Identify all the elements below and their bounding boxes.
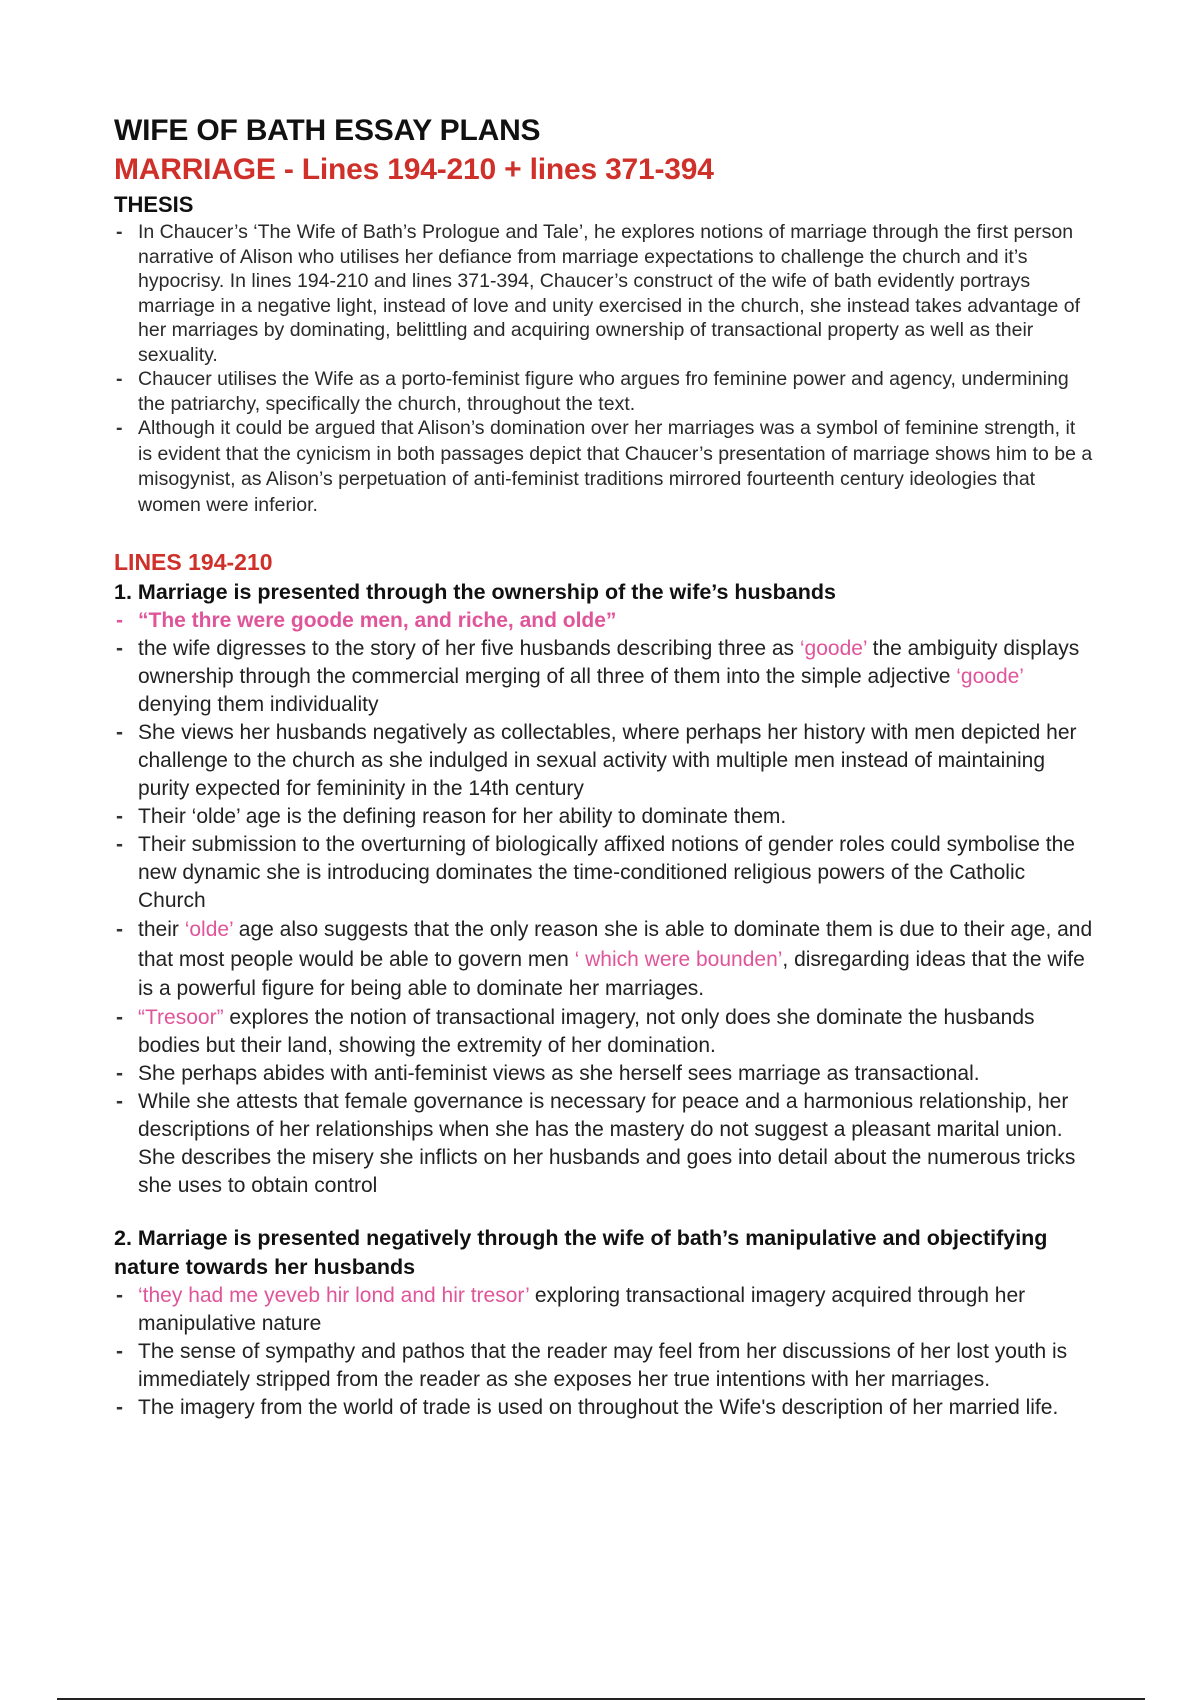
quote-text: ‘goode’ <box>799 637 867 660</box>
bullet-text: explores the notion of transactional imagery, not only does she dominate the husbands bodies but their land, showing the extremity of her domination. <box>138 1005 1035 1057</box>
thesis-bullet: - Although it could be argued that Alison’s domination over her marriages was a symbol of feminine strength, it is evident that the cynicism in both passages depict that Chaucer’s presentation of marriage shows him to be a misogynist, as Alison’s perpetuation of anti-feminist traditions mirrored fourteenth century ideologies that women were inferior. <box>114 416 1094 518</box>
quote-text: ‘olde’ <box>184 918 233 941</box>
thesis-bullet: - In Chaucer’s ‘The Wife of Bath’s Prologue and Tale’, he explores notions of marriage through the first person narrative of Alison who utilises her defiance from marriage expectations to challenge the church and it’s hypocrisy. In lines 194-210 and lines 371-394, Chaucer’s construct of the wife of bath evidently portrays marriage in a negative light, instead of love and unity exercised in the church, she instead takes advantage of her marriages by dominating, belittling and acquiring ownership of transactional property as well as their sexuality. <box>114 220 1094 367</box>
point-1 <box>114 578 1094 1200</box>
thesis-bullet: - Chaucer utilises the Wife as a porto-feminist figure who argues fro feminine power and agency, undermining the patriarchy, specifically the church, throughout the text. <box>114 367 1094 416</box>
point-2-bullet-list <box>114 1282 1094 1422</box>
quote-text: ‘they had me yeveb hir lond and hir tresor’ <box>138 1283 530 1307</box>
point-1-bullet <box>114 1004 1094 1060</box>
quote-text: “Tresoor” <box>138 1005 224 1029</box>
bullet-text: , disregarding ideas that the wife is a powerful figure for being able to dominate her marriages. <box>138 947 1085 1000</box>
bullet-text: the wife digresses to the story of her five husbands describing three as <box>138 637 800 660</box>
point-1-bullet: - Their submission to the overturning of biologically affixed notions of gender roles could symbolise the new dynamic she is introducing dominates the time-conditioned religious powers of the Catholic Church <box>114 831 1094 915</box>
bullet-text: denying them individuality <box>138 693 379 716</box>
point-1-quote <box>114 607 1094 635</box>
point-1-bullet: - She perhaps abides with anti-feminist views as she herself sees marriage as transactional. <box>114 1060 1094 1088</box>
point-2-bullet: - The imagery from the world of trade is used on throughout the Wife's description of her married life. <box>114 1394 1094 1422</box>
thesis-section <box>114 190 1094 518</box>
quote-text: “The thre were goode men, and riche, and olde” <box>138 609 617 632</box>
document-title: WIFE OF BATH ESSAY PLANS <box>114 114 541 147</box>
thesis-label: THESIS <box>114 192 194 217</box>
point-1-heading: 1. Marriage is presented through the ownership of the wife’s husbands <box>114 580 836 604</box>
point-2-heading: 2. Marriage is presented negatively through the wife of bath’s manipulative and objectifying nature towards her husbands <box>114 1225 1048 1279</box>
point-2 <box>114 1224 1094 1422</box>
document-subtitle: MARRIAGE - Lines 194-210 + lines 371-394 <box>114 153 714 186</box>
quote-text: ‘goode’ <box>956 665 1024 688</box>
lines-section-label: LINES 194-210 <box>114 549 273 575</box>
bullet-text: exploring transactional imagery acquired through her manipulative nature <box>138 1283 1026 1335</box>
spacer <box>114 1200 1094 1224</box>
point-1-bullet <box>114 915 1094 1004</box>
point-2-bullet: - The sense of sympathy and pathos that the reader may feel from her discussions of her lost youth is immediately stripped from the reader as she exposes her true intentions with her marriages. <box>114 1338 1094 1394</box>
point-1-bullet: - Their ‘olde’ age is the defining reason for her ability to dominate them. <box>114 803 1094 831</box>
point-2-bullet <box>114 1282 1094 1338</box>
point-1-bullet-list <box>114 607 1094 1200</box>
point-1-bullet: - She views her husbands negatively as collectables, where perhaps her history with men depicted her challenge to the church as she indulged in sexual activity with multiple men instead of maintaining purity expected for femininity in the 14th century <box>114 719 1094 803</box>
spacer <box>114 518 1094 546</box>
bullet-text: age also suggests that the only reason she is able to dominate them is due to their age, and that most people would be able to govern men <box>138 918 1093 971</box>
point-1-bullet: - While she attests that female governance is necessary for peace and a harmonious relationship, her descriptions of her relationships when she has the mastery do not suggest a pleasant marital union. She describes the misery she inflicts on her husbands and goes into detail about the numerous tricks she uses to obtain control <box>114 1088 1094 1200</box>
thesis-bullet-list <box>114 220 1094 518</box>
bullet-text: their <box>138 918 185 941</box>
essay-plan-page <box>114 112 1094 1422</box>
lines-194-210-section <box>114 546 1094 1422</box>
quote-text: ‘ which were bounden’ <box>574 947 783 971</box>
bullet-text: the ambiguity displays ownership through the commercial merging of all three of them into the simple adjective <box>138 637 1080 688</box>
point-1-bullet <box>114 635 1094 719</box>
